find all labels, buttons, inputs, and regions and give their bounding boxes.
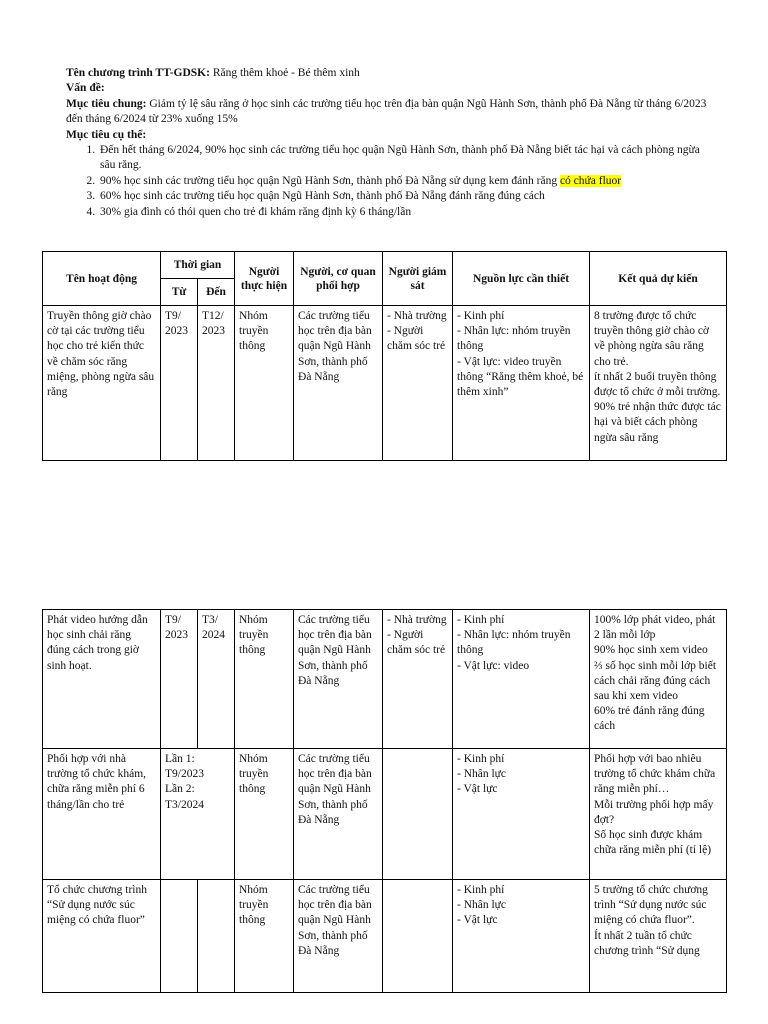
specific-goal-list [66,143,716,220]
activity-table [42,251,727,461]
cell-activity: Truyền thông giờ chào cờ tại các trường tiểu học cho trẻ kiến thức về chăm sóc răng miệng, phòng ngừa sâu răng [43,306,161,461]
document-header [66,66,716,220]
cell-executor: Nhóm truyền thông [235,880,294,993]
cell-result: 100% lớp phát video, phát 2 lần mỗi lớp 90% học sinh xem video ⅔ số học sinh mỗi lớp biết cách chải răng đúng cách sau khi xem video 60% trẻ đánh răng đúng cách [590,610,727,749]
cell-executor: Nhóm truyền thông [235,610,294,749]
header-from: Từ [161,279,198,306]
header-resources: Nguồn lực cần thiết [453,252,590,306]
cell-activity: Tổ chức chương trình “Sử dụng nước súc miệng có chứa fluor” [43,880,161,993]
cell-executor: Nhóm truyền thông [235,749,294,880]
cell-partner: Các trường tiểu học trên địa bàn quận Ngũ Hành Sơn, thành phố Đà Nẵng [294,749,383,880]
header-supervisor: Người giám sát [383,252,453,306]
header-to: Đến [198,279,235,306]
cell-from: T9/ 2023 [161,610,198,749]
specific-goal-heading: Mục tiêu cụ thể: [66,128,147,141]
cell-to: T12/ 2023 [198,306,235,461]
goal-item: 4. 30% gia đình có thói quen cho trẻ đi khám răng định kỳ 6 tháng/lần [98,205,716,220]
cell-supervisor: - Nhà trường - Người chăm sóc trẻ [383,306,453,461]
cell-activity: Phối hợp với nhà trường tổ chức khám, chữa răng miễn phí 6 tháng/lần cho trẻ [43,749,161,880]
cell-resources: - Kinh phí - Nhân lực: nhóm truyền thông - Vật lực: video truyền thông “Răng thêm khoẻ, bé thêm xinh” [453,306,590,461]
cell-to [198,880,235,993]
cell-resources: - Kinh phí - Nhân lực - Vật lực [453,880,590,993]
cell-result: Phối hợp với bao nhiêu trường tổ chức khám chữa răng miễn phí… Mỗi trường phối hợp mấy đợt? Số học sinh được khám chữa răng miễn phí (tỉ lệ) [590,749,727,880]
goal-item: 2. 90% học sinh các trường tiểu học quận Ngũ Hành Sơn, thành phố Đà Nẵng sử dụng kem đánh răng có chứa fluor [98,174,716,189]
header-partner: Người, cơ quan phối hợp [294,252,383,306]
activity-table-continued [42,609,727,993]
goal-item: 1. Đến hết tháng 6/2024, 90% học sinh các trường tiểu học quận Ngũ Hành Sơn, thành phố Đà Nẵng biết tác hại và cách phòng ngừa sâu răng. [98,143,716,174]
cell-partner: Các trường tiểu học trên địa bàn quận Ngũ Hành Sơn, thành phố Đà Nẵng [294,880,383,993]
general-goal: Mục tiêu chung: Giảm tỷ lệ sâu răng ở học sinh các trường tiểu học trên địa bàn quận Ngũ Hành Sơn, thành phố Đà Nẵng từ tháng 6/2023 đến tháng 6/2024 từ 23% xuống 15% [66,97,707,126]
table-row [43,610,727,749]
header-activity: Tên hoạt động [43,252,161,306]
table-row [43,306,727,461]
cell-executor: Nhóm truyền thông [235,306,294,461]
cell-to: T3/ 2024 [198,610,235,749]
cell-partner: Các trường tiểu học trên địa bàn quận Ngũ Hành Sơn, thành phố Đà Nẵng [294,306,383,461]
table-row [43,749,727,880]
cell-activity: Phát video hướng dẫn học sinh chải răng đúng cách trong giờ sinh hoạt. [43,610,161,749]
problem-line: Vấn đề: [66,82,105,95]
cell-from: T9/ 2023 [161,306,198,461]
cell-supervisor [383,749,453,880]
cell-resources: - Kinh phí - Nhân lực: nhóm truyền thông - Vật lực: video [453,610,590,749]
highlighted-text: có chứa fluor [559,174,622,187]
cell-from [161,880,198,993]
header-executor: Người thực hiện [235,252,294,306]
cell-result: 8 trường được tổ chức truyền thông giờ chào cờ về phòng ngừa sâu răng cho trẻ. ít nhất 2 buổi truyền thông được tổ chức ở mỗi trường. 90% trẻ nhận thức được tác hại và biết cách phòng ngừa sâu răng [590,306,727,461]
cell-from-to: Lần 1: T9/2023 Lần 2: T3/2024 [161,749,235,880]
header-result: Kết quả dự kiến [590,252,727,306]
cell-resources: - Kinh phí - Nhân lực - Vật lực [453,749,590,880]
program-line: Tên chương trình TT-GDSK: Răng thêm khoẻ - Bé thêm xinh [66,67,360,79]
goal-item: 3. 60% học sinh các trường tiểu học quận Ngũ Hành Sơn, thành phố Đà Nẵng đánh răng đúng cách [98,189,716,204]
cell-supervisor: - Nhà trường - Người chăm sóc trẻ [383,610,453,749]
cell-result: 5 trường tổ chức chương trình “Sử dụng nước súc miệng có chứa fluor”. Ít nhất 2 tuần tổ chức chương trình “Sử dụng [590,880,727,993]
cell-partner: Các trường tiểu học trên địa bàn quận Ngũ Hành Sơn, thành phố Đà Nẵng [294,610,383,749]
table-row [43,880,727,993]
cell-supervisor [383,880,453,993]
header-time: Thời gian [161,252,235,279]
